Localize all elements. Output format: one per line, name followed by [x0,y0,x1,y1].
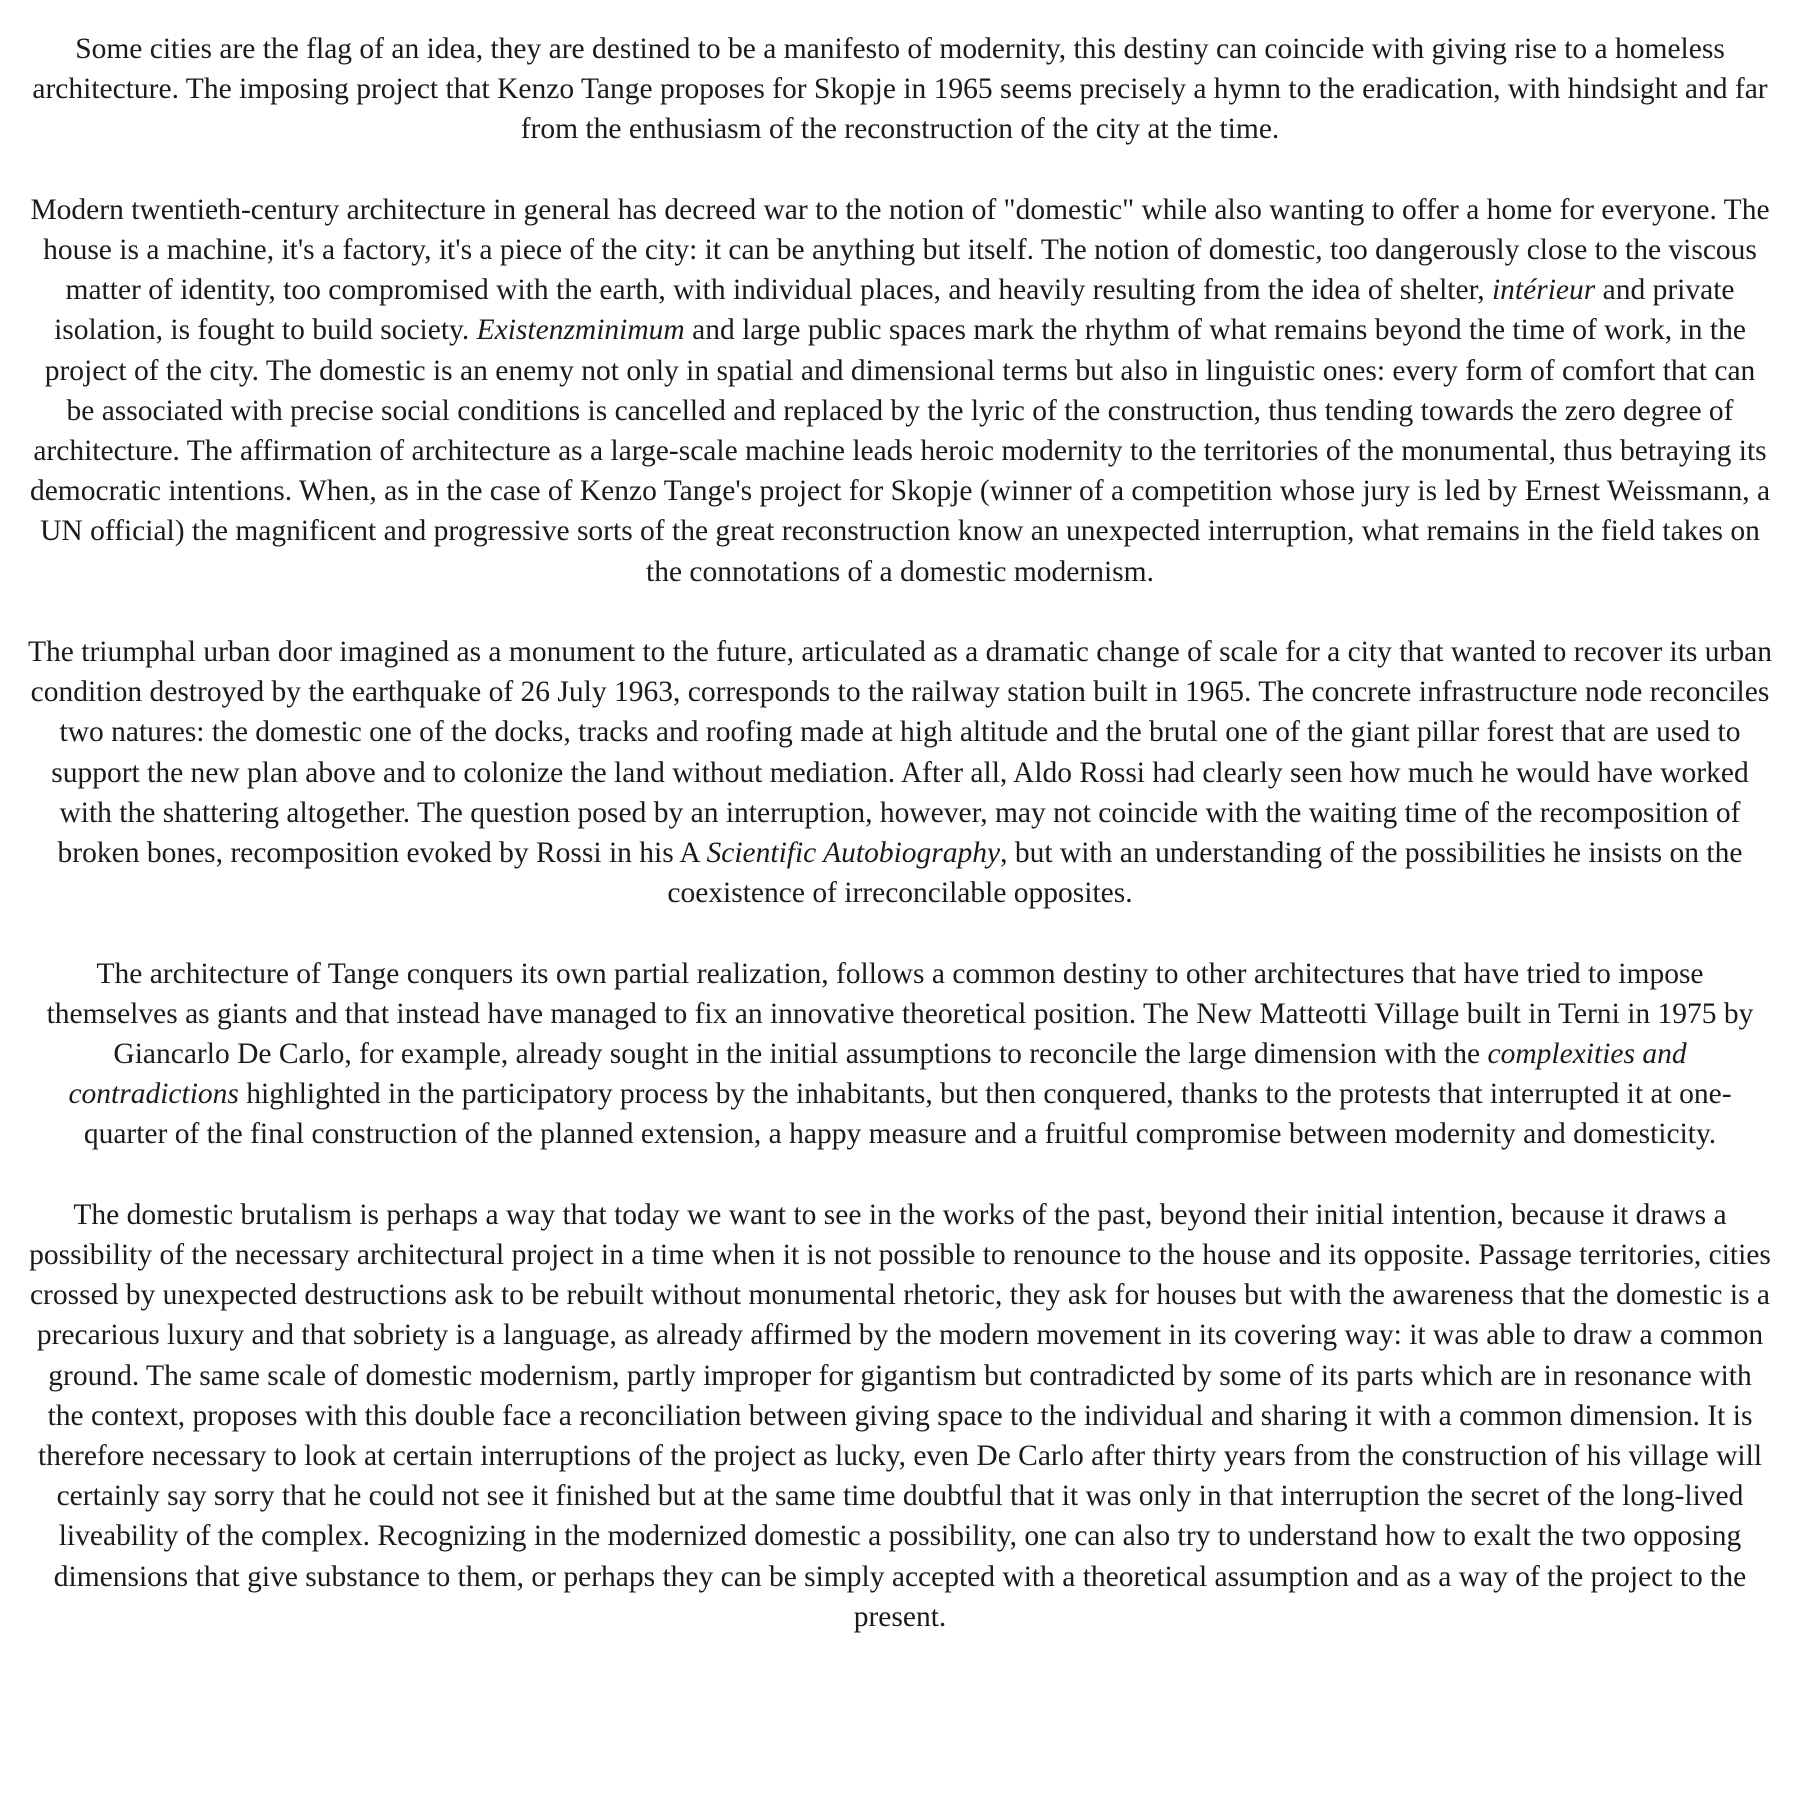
paragraph-text: The architecture of Tange conquers its own partial realization, follows a common destiny to other architectures that have tried to impose themselves as giants and that instead have managed to fix an innovative theoretical position. The New Matteotti Village built in Terni in 1975 by Giancarlo De Carlo, for example, already sought in the initial assumptions to reconcile the large dimension with the [46,957,1754,1071]
italic-title-scientific-autobiography: Scientific Autobiography [706,837,1001,870]
paragraph-text: and private isolation, is fought to build society. [54,274,1735,347]
paragraph-text: The domestic brutalism is perhaps a way that today we want to see in the works of the past, beyond their initial intention, because it draws a possibility of the necessary architectural project in a time when it is not possible to renounce to the house and its opposite. Passage territories, cities crossed by unexpected destructions ask to be rebuilt without monumental rhetoric, they ask for houses but with the awareness that the domestic is a precarious luxury and that sobriety is a language, as already affirmed by the modern movement in its covering way: it was able to draw a common ground. The same scale of domestic modernism, partly improper for gigantism but contradicted by some of its parts which are in resonance with the context, proposes with this double face a reconciliation between giving space to the individual and sharing it with a common dimension. It is therefore necessary to look at certain interruptions of the project as lucky, even De Carlo after thirty years from the construction of his village will certainly say sorry that he could not see it finished but at the same time doubtful that it was only in that interruption the secret of the long-lived liveability of the complex. Recognizing in the modernized domestic a possibility, one can also try to understand how to exalt the two opposing dimensions that give substance to them, or perhaps they can be simply accepted with a theoretical assumption and as a way of the project to the present. [29,1198,1771,1633]
paragraph-5 [28,1195,1772,1637]
paragraph-text: and large public spaces mark the rhythm of what remains beyond the time of work, in the project of the city. The domestic is an enemy not only in spatial and dimensional terms but also in linguistic ones: every form of comfort that can be associated with precise social conditions is cancelled and replaced by the lyric of the construction, thus tending towards the zero degree of architecture. The affirmation of architecture as a large-scale machine leads heroic modernity to the territories of the monumental, thus betraying its democratic intentions. When, as in the case of Kenzo Tange's project for Skopje (winner of a competition whose jury is led by Ernest Weissmann, a UN official) the magnificent and progressive sorts of the great reconstruction know an unexpected interruption, what remains in the field takes on the connotations of a domestic modernism. [29,314,1771,588]
paragraph-text: , but with an understanding of the possibilities he insists on the coexistence of irreconcilable opposites. [667,837,1743,910]
paragraph-text: Some cities are the flag of an idea, they are destined to be a manifesto of modernity, this destiny can coincide with giving rise to a homeless architecture. The imposing project that Kenzo Tange proposes for Skopje in 1965 seems precisely a hymn to the eradication, with hindsight and far from the enthusiasm of the reconstruction of the city at the time. [32,33,1768,146]
italic-term-complexities: complexities and contradictions [68,1038,1687,1111]
paragraph-4 [28,954,1772,1155]
paragraph-text: Modern twentieth-century architecture in general has decreed war to the notion of "domestic" while also wanting to offer a home for everyone. The house is a machine, it's a factory, it's a piece of the city: it can be anything but itself. The notion of domestic, too dangerously close to the viscous matter of identity, too compromised with the earth, with individual places, and heavily resulting from the idea of shelter, [30,193,1770,307]
paragraph-text: The triumphal urban door imagined as a monument to the future, articulated as a dramatic change of scale for a city that wanted to recover its urban condition destroyed by the earthquake of 26 July 1963, corresponds to the railway station built in 1965. The concrete infrastructure node reconciles two natures: the domestic one of the docks, tracks and roofing made at high altitude and the brutal one of the giant pillar forest that are used to support the new plan above and to colonize the land without mediation. After all, Aldo Rossi had clearly seen how much he would have worked with the shattering altogether. The question posed by an interruption, however, may not coincide with the waiting time of the recomposition of broken bones, recomposition evoked by Rossi in his A [28,636,1772,870]
italic-term-existenzminimum: Existenzminimum [476,314,685,347]
paragraph-1 [28,29,1772,150]
italic-term-interieur: intérieur [1491,274,1596,307]
paragraph-3 [28,632,1772,913]
paragraph-2 [28,190,1772,592]
paragraph-text: highlighted in the participatory process by the inhabitants, but then conquered, thanks to the protests that interrupted it at one-quarter of the final construction of the planned extension, a happy measure and a fruitful compromise between modernity and domesticity. [83,1078,1732,1151]
